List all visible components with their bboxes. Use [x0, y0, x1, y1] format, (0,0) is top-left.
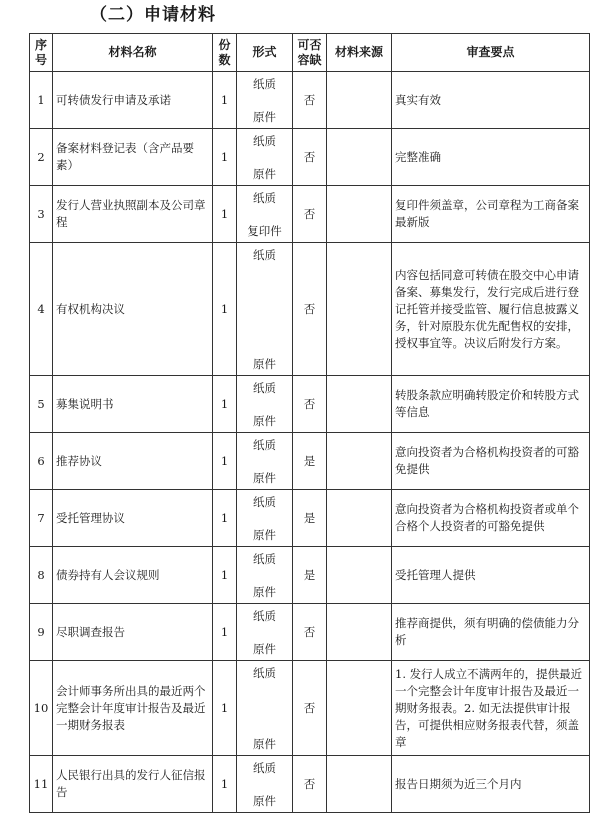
form-type: 原件	[253, 413, 276, 428]
form-medium: 纸质	[253, 437, 276, 452]
form-type: 原件	[253, 356, 276, 371]
review-points: 受托管理人提供	[392, 547, 590, 604]
material-source	[327, 376, 392, 433]
review-points: 转股条款应明确转股定价和转股方式等信息	[392, 376, 590, 433]
material-source	[327, 661, 392, 756]
material-name: 人民银行出具的发行人征信报告	[53, 756, 213, 813]
review-points: 推荐商提供，须有明确的偿债能力分析	[392, 604, 590, 661]
materials-table	[29, 33, 590, 813]
review-points: 报告日期须为近三个月内	[392, 756, 590, 813]
material-source	[327, 186, 392, 243]
form-cell	[237, 661, 293, 756]
row-number: 3	[30, 186, 53, 243]
form-medium: 纸质	[253, 133, 276, 148]
material-name: 债券持有人会议规则	[53, 547, 213, 604]
table-row	[30, 129, 590, 186]
form-medium: 纸质	[253, 380, 276, 395]
table-row	[30, 243, 590, 376]
table-row	[30, 490, 590, 547]
form-type: 原件	[253, 527, 276, 542]
form-cell	[237, 433, 293, 490]
material-source	[327, 72, 392, 129]
header-copies: 份数	[213, 34, 237, 72]
material-source	[327, 129, 392, 186]
optional-value: 否	[293, 186, 327, 243]
table-row	[30, 186, 590, 243]
row-number: 2	[30, 129, 53, 186]
optional-value: 否	[293, 72, 327, 129]
row-number: 4	[30, 243, 53, 376]
optional-value: 否	[293, 129, 327, 186]
row-number: 6	[30, 433, 53, 490]
material-name: 可转债发行申请及承诺	[53, 72, 213, 129]
form-type: 原件	[253, 109, 276, 124]
row-number: 8	[30, 547, 53, 604]
form-cell	[237, 376, 293, 433]
material-name: 募集说明书	[53, 376, 213, 433]
header-optional: 可否容缺	[293, 34, 327, 72]
review-points: 内容包括同意可转债在股交中心申请备案、募集发行，发行完成后进行登记托管并接受监管、履行信息披露义务，针对原股东优先配售权的安排，授权事宜等。决议后附发行方案。	[392, 243, 590, 376]
copies: 1	[213, 756, 237, 813]
form-medium: 纸质	[253, 551, 276, 566]
material-name: 尽职调查报告	[53, 604, 213, 661]
table-row	[30, 604, 590, 661]
copies: 1	[213, 490, 237, 547]
form-type: 原件	[253, 470, 276, 485]
copies: 1	[213, 129, 237, 186]
review-points: 意向投资者为合格机构投资者的可豁免提供	[392, 433, 590, 490]
form-type: 复印件	[247, 223, 282, 238]
form-type: 原件	[253, 166, 276, 181]
material-name: 受托管理协议	[53, 490, 213, 547]
form-cell	[237, 604, 293, 661]
row-number: 11	[30, 756, 53, 813]
material-source	[327, 547, 392, 604]
material-name: 有权机构决议	[53, 243, 213, 376]
row-number: 7	[30, 490, 53, 547]
form-type: 原件	[253, 641, 276, 656]
optional-value: 是	[293, 433, 327, 490]
row-number: 10	[30, 661, 53, 756]
form-medium: 纸质	[253, 608, 276, 623]
material-name: 发行人营业执照副本及公司章程	[53, 186, 213, 243]
review-points: 意向投资者为合格机构投资者或单个合格个人投资者的可豁免提供	[392, 490, 590, 547]
table-row	[30, 72, 590, 129]
material-name: 会计师事务所出具的最近两个完整会计年度审计报告及最近一期财务报表	[53, 661, 213, 756]
review-points: 复印件须盖章，公司章程为工商备案最新版	[392, 186, 590, 243]
review-points: 完整准确	[392, 129, 590, 186]
form-cell	[237, 129, 293, 186]
optional-value: 否	[293, 661, 327, 756]
material-name: 推荐协议	[53, 433, 213, 490]
copies: 1	[213, 661, 237, 756]
row-number: 5	[30, 376, 53, 433]
copies: 1	[213, 604, 237, 661]
form-cell	[237, 186, 293, 243]
form-medium: 纸质	[253, 190, 276, 205]
form-type: 原件	[253, 793, 276, 808]
material-source	[327, 243, 392, 376]
review-points: 真实有效	[392, 72, 590, 129]
material-source	[327, 490, 392, 547]
form-cell	[237, 547, 293, 604]
form-cell	[237, 490, 293, 547]
copies: 1	[213, 547, 237, 604]
material-source	[327, 604, 392, 661]
row-number: 9	[30, 604, 53, 661]
form-cell	[237, 756, 293, 813]
header-row	[30, 34, 590, 72]
table-row	[30, 661, 590, 756]
section-title: （二）申请材料	[90, 5, 216, 25]
table-row	[30, 376, 590, 433]
review-points: 1. 发行人成立不满两年的，提供最近一个完整会计年度审计报告及最近一期财务报表。2. 如无法提供审计报告，可提供相应财务报表代替，须盖章	[392, 661, 590, 756]
table-row	[30, 433, 590, 490]
optional-value: 否	[293, 243, 327, 376]
form-type: 原件	[253, 584, 276, 599]
form-medium: 纸质	[253, 494, 276, 509]
row-number: 1	[30, 72, 53, 129]
optional-value: 是	[293, 490, 327, 547]
material-name: 备案材料登记表（含产品要素）	[53, 129, 213, 186]
copies: 1	[213, 433, 237, 490]
header-name: 材料名称	[53, 34, 213, 72]
copies: 1	[213, 243, 237, 376]
form-type: 原件	[253, 736, 276, 751]
header-form: 形式	[237, 34, 293, 72]
material-source	[327, 756, 392, 813]
optional-value: 否	[293, 604, 327, 661]
header-source: 材料来源	[327, 34, 392, 72]
copies: 1	[213, 72, 237, 129]
form-medium: 纸质	[253, 76, 276, 91]
optional-value: 否	[293, 756, 327, 813]
optional-value: 是	[293, 547, 327, 604]
form-cell	[237, 243, 293, 376]
header-seq: 序号	[30, 34, 53, 72]
table-row	[30, 756, 590, 813]
table-row	[30, 547, 590, 604]
copies: 1	[213, 376, 237, 433]
copies: 1	[213, 186, 237, 243]
form-medium: 纸质	[253, 247, 276, 262]
form-medium: 纸质	[253, 760, 276, 775]
optional-value: 否	[293, 376, 327, 433]
form-medium: 纸质	[253, 665, 276, 680]
material-source	[327, 433, 392, 490]
header-points: 审查要点	[392, 34, 590, 72]
form-cell	[237, 72, 293, 129]
